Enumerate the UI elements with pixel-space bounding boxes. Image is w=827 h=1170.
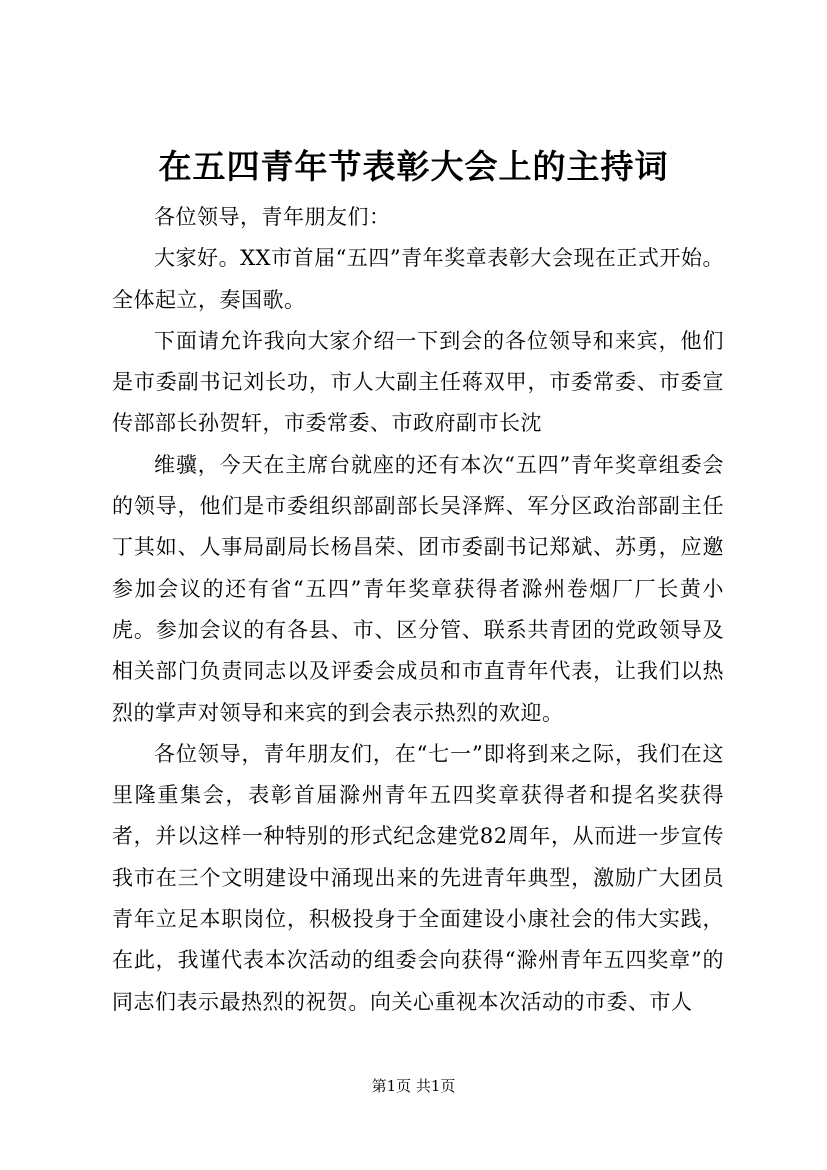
- paragraph-opening: 大家好。XX市首届“五四”青年奖章表彰大会现在正式开始。全体起立，奏国歌。: [112, 246, 724, 312]
- paragraph-introduction: 下面请允许我向大家介绍一下到会的各位领导和来宾，他们是市委副书记刘长功，市人大副主任蒋双甲，市委常委、市委宣传部部长孙贺轩，市委常委、市政府副市长沈: [112, 328, 724, 436]
- page-number-label: 第1页 共1页: [371, 1077, 456, 1095]
- document-title: 在五四青年节表彰大会上的主持词: [158, 147, 669, 186]
- paragraph-guests: 维骥，今天在主席台就座的还有本次“五四”青年奖章组委会的领导，他们是市委组织部副部长吴泽辉、军分区政治部副主任丁其如、人事局副局长杨昌荣、团市委副书记郑斌、苏勇，应邀参加会议的还有省“五四”青年奖章获得者滁州卷烟厂厂长黄小虎。参加会议的有各县、市、区分管、联系共青团的党政领导及相关部门负责同志以及评委会成员和市直青年代表，让我们以热烈的掌声对领导和来宾的到会表示热烈的欢迎。: [112, 452, 724, 725]
- page-footer: [0, 1076, 827, 1096]
- document-body: [112, 197, 724, 1023]
- paragraph-greeting: 各位领导，青年朋友们：: [154, 205, 391, 229]
- paragraph-purpose: 各位领导，青年朋友们，在“七一”即将到来之际，我们在这里隆重集会，表彰首届滁州青年五四奖章获得者和提名奖获得者，并以这样一种特别的形式纪念建党82周年，从而进一步宣传我市在三个文明建设中涌现出来的先进青年典型，激励广大团员青年立足本职岗位，积极投身于全面建设小康社会的伟大实践，在此，我谨代表本次活动的组委会向获得“滁州青年五四奖章”的同志们表示最热烈的祝贺。向关心重视本次活动的市委、市人: [112, 741, 724, 1014]
